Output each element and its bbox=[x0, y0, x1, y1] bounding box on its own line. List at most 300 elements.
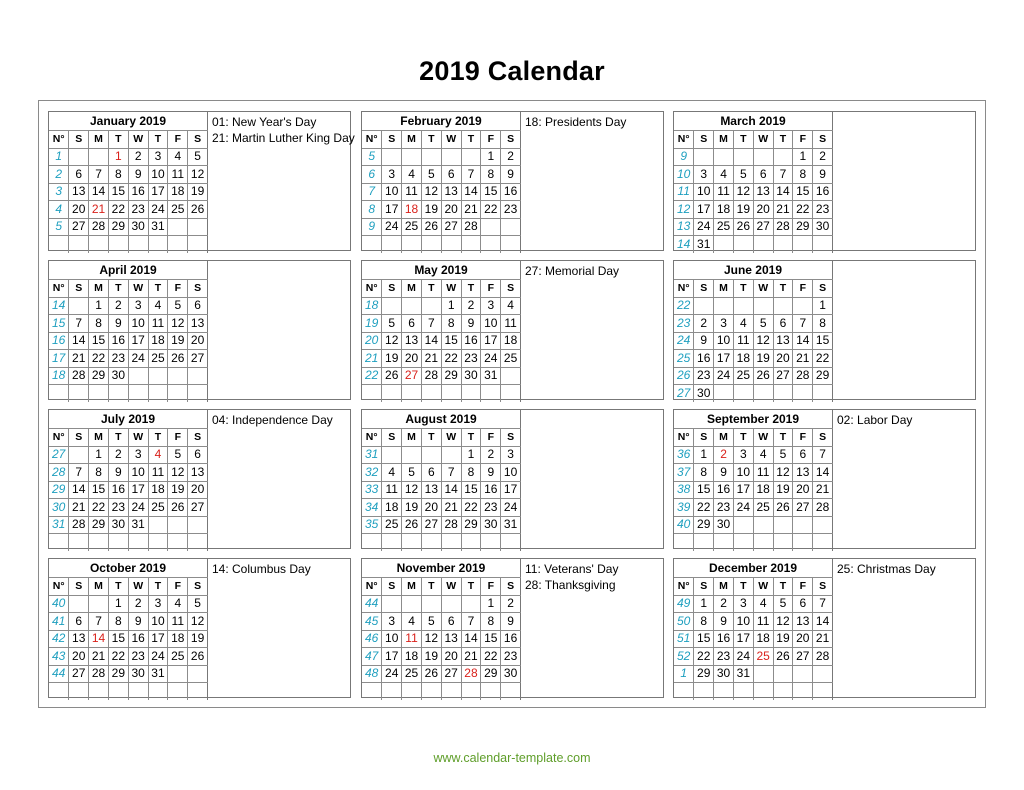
day-cell bbox=[402, 385, 422, 402]
month-table bbox=[362, 559, 521, 700]
week-number: 39 bbox=[674, 499, 694, 517]
day-cell bbox=[69, 297, 89, 315]
day-cell: 19 bbox=[733, 201, 753, 219]
day-cell: 9 bbox=[108, 464, 128, 482]
week-number: 22 bbox=[674, 297, 694, 315]
day-cell: 16 bbox=[714, 630, 734, 648]
day-cell: 21 bbox=[89, 201, 109, 219]
holiday-note: 11: Veterans' Day bbox=[525, 562, 619, 576]
day-header: S bbox=[813, 578, 833, 596]
day-cell: 30 bbox=[128, 218, 148, 236]
day-cell: 16 bbox=[481, 481, 501, 499]
day-cell: 7 bbox=[89, 613, 109, 631]
day-cell: 28 bbox=[89, 665, 109, 683]
day-cell bbox=[188, 218, 208, 236]
day-cell bbox=[69, 534, 89, 551]
day-cell: 4 bbox=[168, 595, 188, 613]
day-cell: 3 bbox=[481, 297, 501, 315]
day-cell: 27 bbox=[188, 350, 208, 368]
day-cell bbox=[714, 534, 734, 551]
week-number: 10 bbox=[674, 166, 694, 184]
day-cell: 14 bbox=[813, 464, 833, 482]
day-cell: 14 bbox=[89, 630, 109, 648]
week-number: 7 bbox=[362, 183, 382, 201]
week-number: 45 bbox=[362, 613, 382, 631]
day-cell: 16 bbox=[128, 183, 148, 201]
day-cell: 5 bbox=[421, 613, 441, 631]
day-cell bbox=[793, 297, 813, 315]
day-cell bbox=[89, 595, 109, 613]
week-row bbox=[362, 166, 521, 184]
day-header: T bbox=[421, 578, 441, 596]
day-cell: 17 bbox=[382, 201, 402, 219]
day-cell bbox=[714, 148, 734, 166]
day-cell: 17 bbox=[382, 648, 402, 666]
day-cell: 18 bbox=[402, 201, 422, 219]
day-cell: 21 bbox=[421, 350, 441, 368]
day-cell bbox=[813, 683, 833, 700]
day-cell bbox=[793, 385, 813, 402]
week-number: 50 bbox=[674, 613, 694, 631]
day-header: T bbox=[108, 429, 128, 447]
day-cell: 3 bbox=[501, 446, 521, 464]
day-cell: 7 bbox=[461, 613, 481, 631]
day-cell: 17 bbox=[733, 630, 753, 648]
day-cell: 2 bbox=[128, 148, 148, 166]
week-number: 52 bbox=[674, 648, 694, 666]
day-header: T bbox=[733, 131, 753, 149]
day-cell: 12 bbox=[733, 183, 753, 201]
week-row bbox=[674, 166, 833, 184]
week-row bbox=[362, 297, 521, 315]
day-cell: 30 bbox=[481, 516, 501, 534]
day-header: T bbox=[773, 578, 793, 596]
day-cell bbox=[128, 683, 148, 700]
day-cell: 5 bbox=[168, 446, 188, 464]
day-cell: 19 bbox=[421, 201, 441, 219]
day-cell: 15 bbox=[481, 630, 501, 648]
week-row bbox=[49, 332, 208, 350]
day-cell: 20 bbox=[69, 201, 89, 219]
week-row bbox=[674, 367, 833, 385]
day-cell bbox=[108, 236, 128, 253]
day-header: T bbox=[773, 280, 793, 298]
day-cell bbox=[421, 236, 441, 253]
day-cell: 2 bbox=[714, 446, 734, 464]
week-number: 14 bbox=[674, 236, 694, 253]
month-table bbox=[49, 559, 208, 700]
day-cell: 14 bbox=[441, 481, 461, 499]
day-cell: 19 bbox=[168, 481, 188, 499]
footer-link[interactable]: www.calendar-template.com bbox=[433, 751, 591, 765]
day-cell: 26 bbox=[753, 367, 773, 385]
day-cell bbox=[382, 385, 402, 402]
day-cell bbox=[461, 236, 481, 253]
day-cell bbox=[813, 534, 833, 551]
day-header: S bbox=[501, 280, 521, 298]
day-cell: 7 bbox=[773, 166, 793, 184]
day-cell: 10 bbox=[733, 613, 753, 631]
week-row bbox=[362, 236, 521, 253]
day-cell bbox=[168, 236, 188, 253]
week-row bbox=[674, 499, 833, 517]
day-cell bbox=[69, 148, 89, 166]
day-cell: 3 bbox=[128, 297, 148, 315]
holiday-notes bbox=[521, 559, 663, 697]
day-cell: 18 bbox=[753, 630, 773, 648]
week-number bbox=[49, 534, 69, 551]
day-cell: 22 bbox=[481, 648, 501, 666]
day-header: M bbox=[89, 131, 109, 149]
day-cell: 1 bbox=[108, 148, 128, 166]
day-header: T bbox=[773, 429, 793, 447]
day-cell: 8 bbox=[793, 166, 813, 184]
day-header: M bbox=[89, 429, 109, 447]
day-cell: 30 bbox=[694, 385, 714, 402]
month-block bbox=[673, 260, 976, 400]
day-cell bbox=[793, 683, 813, 700]
day-cell bbox=[382, 595, 402, 613]
week-number: 38 bbox=[674, 481, 694, 499]
day-cell bbox=[694, 297, 714, 315]
day-cell bbox=[402, 297, 422, 315]
day-cell: 31 bbox=[733, 665, 753, 683]
day-cell: 16 bbox=[108, 332, 128, 350]
day-header: M bbox=[402, 429, 422, 447]
day-header: F bbox=[793, 578, 813, 596]
day-cell bbox=[813, 516, 833, 534]
week-number: 2 bbox=[49, 166, 69, 184]
day-cell: 27 bbox=[753, 218, 773, 236]
week-number: 11 bbox=[674, 183, 694, 201]
day-cell: 23 bbox=[108, 499, 128, 517]
month-name: July 2019 bbox=[49, 410, 208, 429]
day-cell bbox=[421, 446, 441, 464]
day-cell bbox=[168, 218, 188, 236]
week-number: 16 bbox=[49, 332, 69, 350]
day-cell bbox=[441, 446, 461, 464]
week-row bbox=[362, 630, 521, 648]
week-row bbox=[49, 534, 208, 551]
month-name: May 2019 bbox=[362, 261, 521, 280]
day-cell bbox=[108, 534, 128, 551]
week-number: 18 bbox=[49, 367, 69, 385]
day-cell bbox=[461, 385, 481, 402]
day-cell: 7 bbox=[421, 315, 441, 333]
day-cell: 24 bbox=[128, 350, 148, 368]
day-cell: 24 bbox=[694, 218, 714, 236]
holiday-notes bbox=[833, 559, 975, 697]
day-cell: 18 bbox=[168, 630, 188, 648]
month-block bbox=[48, 409, 351, 549]
day-cell: 16 bbox=[813, 183, 833, 201]
week-number bbox=[362, 236, 382, 253]
day-cell: 26 bbox=[421, 665, 441, 683]
day-header: M bbox=[714, 280, 734, 298]
day-cell: 16 bbox=[501, 183, 521, 201]
day-cell: 14 bbox=[813, 613, 833, 631]
day-cell: 4 bbox=[733, 315, 753, 333]
week-row bbox=[49, 183, 208, 201]
day-cell: 15 bbox=[461, 481, 481, 499]
day-cell: 9 bbox=[714, 613, 734, 631]
holiday-note: 27: Memorial Day bbox=[525, 264, 620, 278]
month-table bbox=[49, 410, 208, 551]
day-cell: 4 bbox=[148, 297, 168, 315]
day-cell: 28 bbox=[421, 367, 441, 385]
week-number: 28 bbox=[49, 464, 69, 482]
day-cell bbox=[501, 683, 521, 700]
holiday-note: 21: Martin Luther King Day bbox=[212, 131, 355, 145]
day-cell: 23 bbox=[813, 201, 833, 219]
week-number: 4 bbox=[49, 201, 69, 219]
day-cell: 6 bbox=[793, 595, 813, 613]
day-header: T bbox=[733, 429, 753, 447]
day-cell: 30 bbox=[108, 516, 128, 534]
week-number bbox=[674, 534, 694, 551]
week-row bbox=[674, 218, 833, 236]
day-cell: 30 bbox=[128, 665, 148, 683]
day-cell: 29 bbox=[89, 516, 109, 534]
week-row bbox=[362, 683, 521, 700]
day-cell: 30 bbox=[501, 665, 521, 683]
day-cell: 9 bbox=[694, 332, 714, 350]
week-row bbox=[674, 613, 833, 631]
day-cell: 28 bbox=[773, 218, 793, 236]
day-header: S bbox=[69, 429, 89, 447]
day-cell: 15 bbox=[694, 630, 714, 648]
month-name: June 2019 bbox=[674, 261, 833, 280]
day-header: T bbox=[148, 429, 168, 447]
week-number: 9 bbox=[362, 218, 382, 236]
day-cell bbox=[501, 367, 521, 385]
day-cell bbox=[168, 367, 188, 385]
week-number: 1 bbox=[674, 665, 694, 683]
day-header: M bbox=[402, 280, 422, 298]
day-cell: 27 bbox=[402, 367, 422, 385]
day-cell bbox=[753, 385, 773, 402]
day-cell bbox=[421, 534, 441, 551]
day-header: T bbox=[108, 131, 128, 149]
holiday-notes bbox=[833, 261, 975, 399]
day-cell bbox=[441, 148, 461, 166]
day-cell: 22 bbox=[694, 499, 714, 517]
day-cell: 18 bbox=[148, 481, 168, 499]
month-name: December 2019 bbox=[674, 559, 833, 578]
day-header: T bbox=[421, 280, 441, 298]
day-cell: 26 bbox=[773, 499, 793, 517]
day-cell: 12 bbox=[421, 183, 441, 201]
month-block bbox=[361, 409, 664, 549]
day-cell bbox=[402, 534, 422, 551]
day-cell bbox=[753, 516, 773, 534]
month-name: April 2019 bbox=[49, 261, 208, 280]
month-name: January 2019 bbox=[49, 112, 208, 131]
day-header: S bbox=[694, 131, 714, 149]
day-cell bbox=[382, 534, 402, 551]
week-number bbox=[362, 683, 382, 700]
day-cell bbox=[733, 236, 753, 253]
week-number: 5 bbox=[49, 218, 69, 236]
day-cell: 11 bbox=[382, 481, 402, 499]
day-cell: 17 bbox=[481, 332, 501, 350]
month-table bbox=[674, 261, 833, 402]
day-cell: 1 bbox=[793, 148, 813, 166]
day-cell: 21 bbox=[793, 350, 813, 368]
week-number: 32 bbox=[362, 464, 382, 482]
day-cell: 29 bbox=[793, 218, 813, 236]
day-cell: 30 bbox=[714, 516, 734, 534]
day-cell: 2 bbox=[501, 595, 521, 613]
day-cell: 6 bbox=[69, 613, 89, 631]
week-row bbox=[674, 446, 833, 464]
week-row bbox=[362, 648, 521, 666]
day-cell: 20 bbox=[402, 350, 422, 368]
day-header: F bbox=[168, 280, 188, 298]
week-number: 51 bbox=[674, 630, 694, 648]
day-cell: 6 bbox=[402, 315, 422, 333]
day-cell bbox=[148, 534, 168, 551]
day-header: N° bbox=[362, 429, 382, 447]
day-header: S bbox=[694, 578, 714, 596]
month-block bbox=[48, 558, 351, 698]
week-row bbox=[674, 236, 833, 253]
month-block bbox=[673, 111, 976, 251]
day-header: T bbox=[108, 280, 128, 298]
week-number: 20 bbox=[362, 332, 382, 350]
day-cell: 14 bbox=[461, 183, 481, 201]
day-cell: 4 bbox=[714, 166, 734, 184]
week-number: 1 bbox=[49, 148, 69, 166]
day-cell bbox=[813, 665, 833, 683]
week-row bbox=[49, 367, 208, 385]
month-block bbox=[673, 409, 976, 549]
day-cell: 2 bbox=[501, 148, 521, 166]
day-cell bbox=[694, 534, 714, 551]
day-cell: 15 bbox=[694, 481, 714, 499]
day-cell: 26 bbox=[773, 648, 793, 666]
day-header: W bbox=[441, 429, 461, 447]
day-cell: 10 bbox=[501, 464, 521, 482]
day-header: S bbox=[188, 429, 208, 447]
day-cell: 29 bbox=[441, 367, 461, 385]
week-row bbox=[674, 332, 833, 350]
day-cell: 24 bbox=[148, 648, 168, 666]
day-cell bbox=[168, 683, 188, 700]
day-header: W bbox=[128, 578, 148, 596]
week-number: 22 bbox=[362, 367, 382, 385]
day-header: S bbox=[188, 280, 208, 298]
day-cell bbox=[382, 446, 402, 464]
day-cell bbox=[108, 385, 128, 402]
day-cell: 15 bbox=[793, 183, 813, 201]
day-cell: 10 bbox=[148, 166, 168, 184]
week-number: 40 bbox=[674, 516, 694, 534]
week-number: 23 bbox=[674, 315, 694, 333]
week-number: 30 bbox=[49, 499, 69, 517]
day-cell: 20 bbox=[793, 630, 813, 648]
day-cell: 9 bbox=[128, 166, 148, 184]
day-cell: 10 bbox=[148, 613, 168, 631]
day-cell bbox=[188, 665, 208, 683]
holiday-notes bbox=[208, 261, 350, 399]
day-cell: 26 bbox=[188, 648, 208, 666]
month-block bbox=[361, 111, 664, 251]
month-name: November 2019 bbox=[362, 559, 521, 578]
week-row bbox=[362, 464, 521, 482]
day-cell: 25 bbox=[148, 350, 168, 368]
day-cell bbox=[69, 683, 89, 700]
day-cell: 25 bbox=[168, 201, 188, 219]
day-cell: 7 bbox=[69, 315, 89, 333]
day-cell: 4 bbox=[753, 595, 773, 613]
day-cell: 4 bbox=[402, 613, 422, 631]
day-cell: 14 bbox=[793, 332, 813, 350]
day-cell: 2 bbox=[481, 446, 501, 464]
day-cell: 9 bbox=[501, 613, 521, 631]
week-number: 48 bbox=[362, 665, 382, 683]
day-header: T bbox=[461, 429, 481, 447]
day-cell: 29 bbox=[813, 367, 833, 385]
week-row bbox=[49, 630, 208, 648]
day-cell: 23 bbox=[481, 499, 501, 517]
week-row bbox=[362, 148, 521, 166]
day-cell: 2 bbox=[128, 595, 148, 613]
day-cell: 17 bbox=[128, 332, 148, 350]
day-cell: 21 bbox=[69, 499, 89, 517]
week-row bbox=[49, 218, 208, 236]
week-row bbox=[674, 201, 833, 219]
day-header: F bbox=[168, 429, 188, 447]
week-row bbox=[674, 648, 833, 666]
day-cell bbox=[148, 236, 168, 253]
day-cell: 15 bbox=[108, 183, 128, 201]
week-row bbox=[49, 315, 208, 333]
day-cell bbox=[89, 148, 109, 166]
day-header: N° bbox=[674, 429, 694, 447]
week-number: 3 bbox=[49, 183, 69, 201]
day-cell bbox=[89, 534, 109, 551]
day-cell bbox=[69, 446, 89, 464]
day-cell bbox=[108, 683, 128, 700]
day-cell: 14 bbox=[69, 481, 89, 499]
month-table bbox=[362, 112, 521, 253]
day-cell: 26 bbox=[188, 201, 208, 219]
week-number: 9 bbox=[674, 148, 694, 166]
day-cell: 9 bbox=[813, 166, 833, 184]
day-cell bbox=[733, 683, 753, 700]
day-header: N° bbox=[49, 578, 69, 596]
week-number: 27 bbox=[674, 385, 694, 402]
day-header: W bbox=[128, 429, 148, 447]
day-cell: 28 bbox=[793, 367, 813, 385]
day-cell: 1 bbox=[694, 446, 714, 464]
day-cell: 9 bbox=[481, 464, 501, 482]
week-number: 29 bbox=[49, 481, 69, 499]
day-cell: 16 bbox=[461, 332, 481, 350]
day-cell bbox=[168, 385, 188, 402]
day-cell: 29 bbox=[694, 665, 714, 683]
day-cell: 16 bbox=[501, 630, 521, 648]
day-cell: 24 bbox=[714, 367, 734, 385]
day-cell: 4 bbox=[168, 148, 188, 166]
day-cell bbox=[733, 148, 753, 166]
day-cell bbox=[481, 236, 501, 253]
day-cell: 18 bbox=[501, 332, 521, 350]
day-cell bbox=[421, 595, 441, 613]
day-cell: 23 bbox=[461, 350, 481, 368]
day-cell bbox=[168, 534, 188, 551]
